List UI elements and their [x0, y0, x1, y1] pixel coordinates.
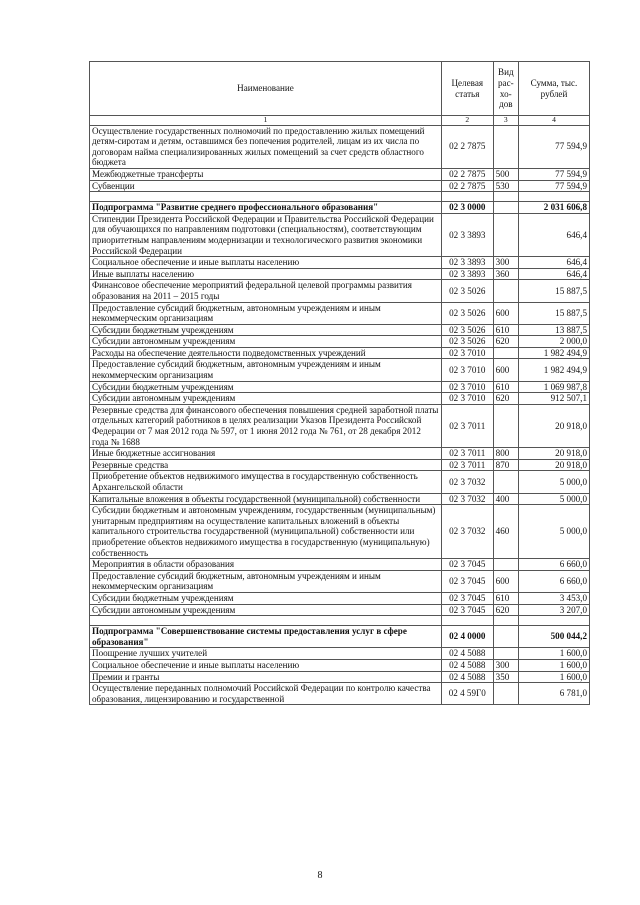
row-sum: 646,4 [518, 268, 589, 280]
row-name: Резервные средства для финансового обеспечения повышения средней заработной платы отдельных категорий работников в целях реализации Указов Президента Российской Федерации от 7 мая 2012 года № 597, от 1 июня 2012 года № 761, от 28 декабря 2012 года № 1688 [90, 404, 442, 447]
row-vid [493, 559, 518, 571]
row-sum: 6 781,0 [518, 683, 589, 705]
row-code: 02 2 7875 [441, 125, 493, 168]
row-name: Премии и гранты [90, 671, 442, 683]
row-sum: 912 507,1 [518, 393, 589, 405]
row-code: 02 3 7010 [441, 381, 493, 393]
header-vid [493, 62, 518, 116]
row-name: Иные выплаты населению [90, 268, 442, 280]
column-number-3: 3 [493, 116, 518, 126]
row-vid [493, 404, 518, 447]
page-number: 8 [317, 870, 323, 881]
row-sum: 2 031 606,8 [518, 202, 589, 214]
row-code: 02 3 0000 [441, 202, 493, 214]
row-vid: 800 [493, 448, 518, 460]
spacer-cell [493, 616, 518, 626]
table-row [90, 180, 590, 192]
row-sum: 5 000,0 [518, 505, 589, 559]
row-vid: 300 [493, 659, 518, 671]
table-row [90, 626, 590, 648]
row-name: Резервные средства [90, 459, 442, 471]
row-sum: 5 000,0 [518, 471, 589, 493]
row-name: Социальное обеспечение и иные выплаты населению [90, 257, 442, 269]
row-sum: 20 918,0 [518, 448, 589, 460]
table-row [90, 336, 590, 348]
row-code: 02 3 3893 [441, 257, 493, 269]
row-sum: 77 594,9 [518, 168, 589, 180]
spacer-cell [493, 192, 518, 202]
row-name: Субсидии бюджетным учреждениям [90, 324, 442, 336]
row-sum: 6 660,0 [518, 559, 589, 571]
table-row [90, 459, 590, 471]
table-row [90, 592, 590, 604]
row-name: Подпрограмма "Совершенствование системы предоставления услуг в сфере образования" [90, 626, 442, 648]
spacer-cell [518, 616, 589, 626]
header-code-label: Целевая статья [451, 77, 484, 99]
table-row [90, 404, 590, 447]
row-code: 02 3 5026 [441, 336, 493, 348]
row-code: 02 3 7032 [441, 505, 493, 559]
row-sum: 6 660,0 [518, 570, 589, 592]
row-vid [493, 202, 518, 214]
row-name: Предоставление субсидий бюджетным, автономным учреждениям и иным некоммерческим организациям [90, 359, 442, 381]
table-row [90, 505, 590, 559]
spacer-cell [90, 192, 442, 202]
row-sum: 1 069 987,8 [518, 381, 589, 393]
row-code: 02 3 7010 [441, 359, 493, 381]
row-code: 02 4 0000 [441, 626, 493, 648]
row-name: Подпрограмма "Развитие среднего профессионального образования" [90, 202, 442, 214]
spacer-row [90, 616, 590, 626]
row-code: 02 3 7010 [441, 347, 493, 359]
row-vid: 530 [493, 180, 518, 192]
row-code: 02 3 5026 [441, 324, 493, 336]
spacer-row [90, 192, 590, 202]
row-code: 02 2 7875 [441, 168, 493, 180]
row-vid: 610 [493, 592, 518, 604]
header-code [441, 62, 493, 116]
table-row [90, 393, 590, 405]
row-code: 02 4 5088 [441, 648, 493, 660]
row-name: Мероприятия в области образования [90, 559, 442, 571]
row-code: 02 3 7045 [441, 559, 493, 571]
row-vid: 600 [493, 302, 518, 324]
row-vid: 460 [493, 505, 518, 559]
table-row [90, 213, 590, 256]
table-row [90, 359, 590, 381]
row-vid: 360 [493, 268, 518, 280]
row-code: 02 3 7045 [441, 570, 493, 592]
row-name: Предоставление субсидий бюджетным, автономным учреждениям и иным некоммерческим организациям [90, 570, 442, 592]
row-vid [493, 648, 518, 660]
row-name: Расходы на обеспечение деятельности подведомственных учреждений [90, 347, 442, 359]
table-row [90, 347, 590, 359]
row-code: 02 3 5026 [441, 280, 493, 302]
row-sum: 15 887,5 [518, 280, 589, 302]
row-sum: 646,4 [518, 213, 589, 256]
row-vid [493, 280, 518, 302]
row-name: Капитальные вложения в объекты государственной (муниципальной) собственности [90, 493, 442, 505]
table-row [90, 648, 590, 660]
spacer-cell [441, 192, 493, 202]
row-vid: 500 [493, 168, 518, 180]
row-vid [493, 683, 518, 705]
row-name: Осуществление государственных полномочий по предоставлению жилых помещений детям-сиротам и детям, оставшимся без попечения родителей, лицам из их числа по договорам найма специализированных жилых помещений за счет средств областного бюджета [90, 125, 442, 168]
table-row [90, 570, 590, 592]
row-code: 02 3 7045 [441, 604, 493, 616]
row-code: 02 3 3893 [441, 213, 493, 256]
row-sum: 500 044,2 [518, 626, 589, 648]
row-name: Предоставление субсидий бюджетным, автономным учреждениям и иным некоммерческим организациям [90, 302, 442, 324]
spacer-cell [441, 616, 493, 626]
row-sum: 1 982 494,9 [518, 359, 589, 381]
table-row [90, 202, 590, 214]
column-number-4: 4 [518, 116, 589, 126]
row-code: 02 3 7010 [441, 393, 493, 405]
column-number-1: 1 [90, 116, 442, 126]
row-name: Межбюджетные трансферты [90, 168, 442, 180]
row-code: 02 3 7011 [441, 404, 493, 447]
row-vid: 600 [493, 359, 518, 381]
table-row [90, 448, 590, 460]
table-row [90, 125, 590, 168]
row-vid: 400 [493, 493, 518, 505]
row-name: Субсидии бюджетным и автономным учреждениям, государственным (муниципальным) унитарным предприятиям на осуществление капитальных вложений в объекты капитального строительства государственной (муниципальной) собственности или приобретение объектов недвижимого имущества в государственную (муниципальную) собственность [90, 505, 442, 559]
row-name: Субсидии автономным учреждениям [90, 393, 442, 405]
row-name: Стипендии Президента Российской Федерации и Правительства Российской Федерации для обучающихся по направлениям подготовки (специальностям), соответствующим приоритетным направлениям модернизации и технологического развития экономики Российской Федерации [90, 213, 442, 256]
row-vid [493, 626, 518, 648]
table-row [90, 324, 590, 336]
row-vid: 610 [493, 324, 518, 336]
table-row [90, 671, 590, 683]
row-name: Субвенции [90, 180, 442, 192]
row-sum: 13 887,5 [518, 324, 589, 336]
table-row [90, 381, 590, 393]
table-row [90, 493, 590, 505]
row-sum: 3 207,0 [518, 604, 589, 616]
table-row [90, 471, 590, 493]
table-row [90, 604, 590, 616]
table-row [90, 257, 590, 269]
table-row [90, 268, 590, 280]
row-code: 02 3 5026 [441, 302, 493, 324]
table-row [90, 659, 590, 671]
row-code: 02 3 7032 [441, 471, 493, 493]
table-body [90, 125, 590, 705]
table-row [90, 559, 590, 571]
column-number-row [90, 116, 590, 126]
row-sum: 77 594,9 [518, 125, 589, 168]
row-vid: 300 [493, 257, 518, 269]
row-sum: 5 000,0 [518, 493, 589, 505]
row-code: 02 3 7045 [441, 592, 493, 604]
row-code: 02 4 5088 [441, 671, 493, 683]
row-vid: 870 [493, 459, 518, 471]
budget-table [89, 61, 590, 705]
header-vid-label: Вид рас-хо-дов [497, 67, 514, 110]
row-vid [493, 471, 518, 493]
spacer-cell [90, 616, 442, 626]
header-row [90, 62, 590, 116]
row-name: Социальное обеспечение и иные выплаты населению [90, 659, 442, 671]
row-vid [493, 347, 518, 359]
row-sum: 3 453,0 [518, 592, 589, 604]
table-row [90, 168, 590, 180]
row-sum: 1 982 494,9 [518, 347, 589, 359]
row-code: 02 4 59Г0 [441, 683, 493, 705]
row-name: Субсидии бюджетным учреждениям [90, 381, 442, 393]
row-sum: 15 887,5 [518, 302, 589, 324]
row-vid: 620 [493, 393, 518, 405]
row-sum: 1 600,0 [518, 648, 589, 660]
row-sum: 646,4 [518, 257, 589, 269]
row-code: 02 3 7032 [441, 493, 493, 505]
row-vid [493, 125, 518, 168]
row-sum: 20 918,0 [518, 459, 589, 471]
row-code: 02 3 3893 [441, 268, 493, 280]
row-vid: 620 [493, 604, 518, 616]
row-name: Субсидии автономным учреждениям [90, 336, 442, 348]
row-code: 02 2 7875 [441, 180, 493, 192]
row-vid: 350 [493, 671, 518, 683]
row-name: Финансовое обеспечение мероприятий федеральной целевой программы развития образования на 2011 – 2015 годы [90, 280, 442, 302]
row-name: Приобретение объектов недвижимого имущества в государственную собственность Архангельской области [90, 471, 442, 493]
row-vid: 600 [493, 570, 518, 592]
column-number-2: 2 [441, 116, 493, 126]
row-sum: 1 600,0 [518, 671, 589, 683]
row-vid: 610 [493, 381, 518, 393]
table-row [90, 302, 590, 324]
row-name: Субсидии автономным учреждениям [90, 604, 442, 616]
row-code: 02 3 7011 [441, 448, 493, 460]
row-name: Иные бюджетные ассигнования [90, 448, 442, 460]
table-row [90, 280, 590, 302]
row-name: Поощрение лучших учителей [90, 648, 442, 660]
row-sum: 20 918,0 [518, 404, 589, 447]
row-vid [493, 213, 518, 256]
row-name: Субсидии бюджетным учреждениям [90, 592, 442, 604]
spacer-cell [518, 192, 589, 202]
row-vid: 620 [493, 336, 518, 348]
table-row [90, 683, 590, 705]
header-sum-label: Сумма, тыс. рублей [530, 77, 578, 99]
row-sum: 2 000,0 [518, 336, 589, 348]
row-code: 02 4 5088 [441, 659, 493, 671]
row-name: Осуществление переданных полномочий Российской Федерации по контролю качества образования, лицензированию и государственной [90, 683, 442, 705]
header-sum [518, 62, 589, 116]
header-name: Наименование [90, 62, 442, 116]
row-sum: 1 600,0 [518, 659, 589, 671]
row-sum: 77 594,9 [518, 180, 589, 192]
row-code: 02 3 7011 [441, 459, 493, 471]
